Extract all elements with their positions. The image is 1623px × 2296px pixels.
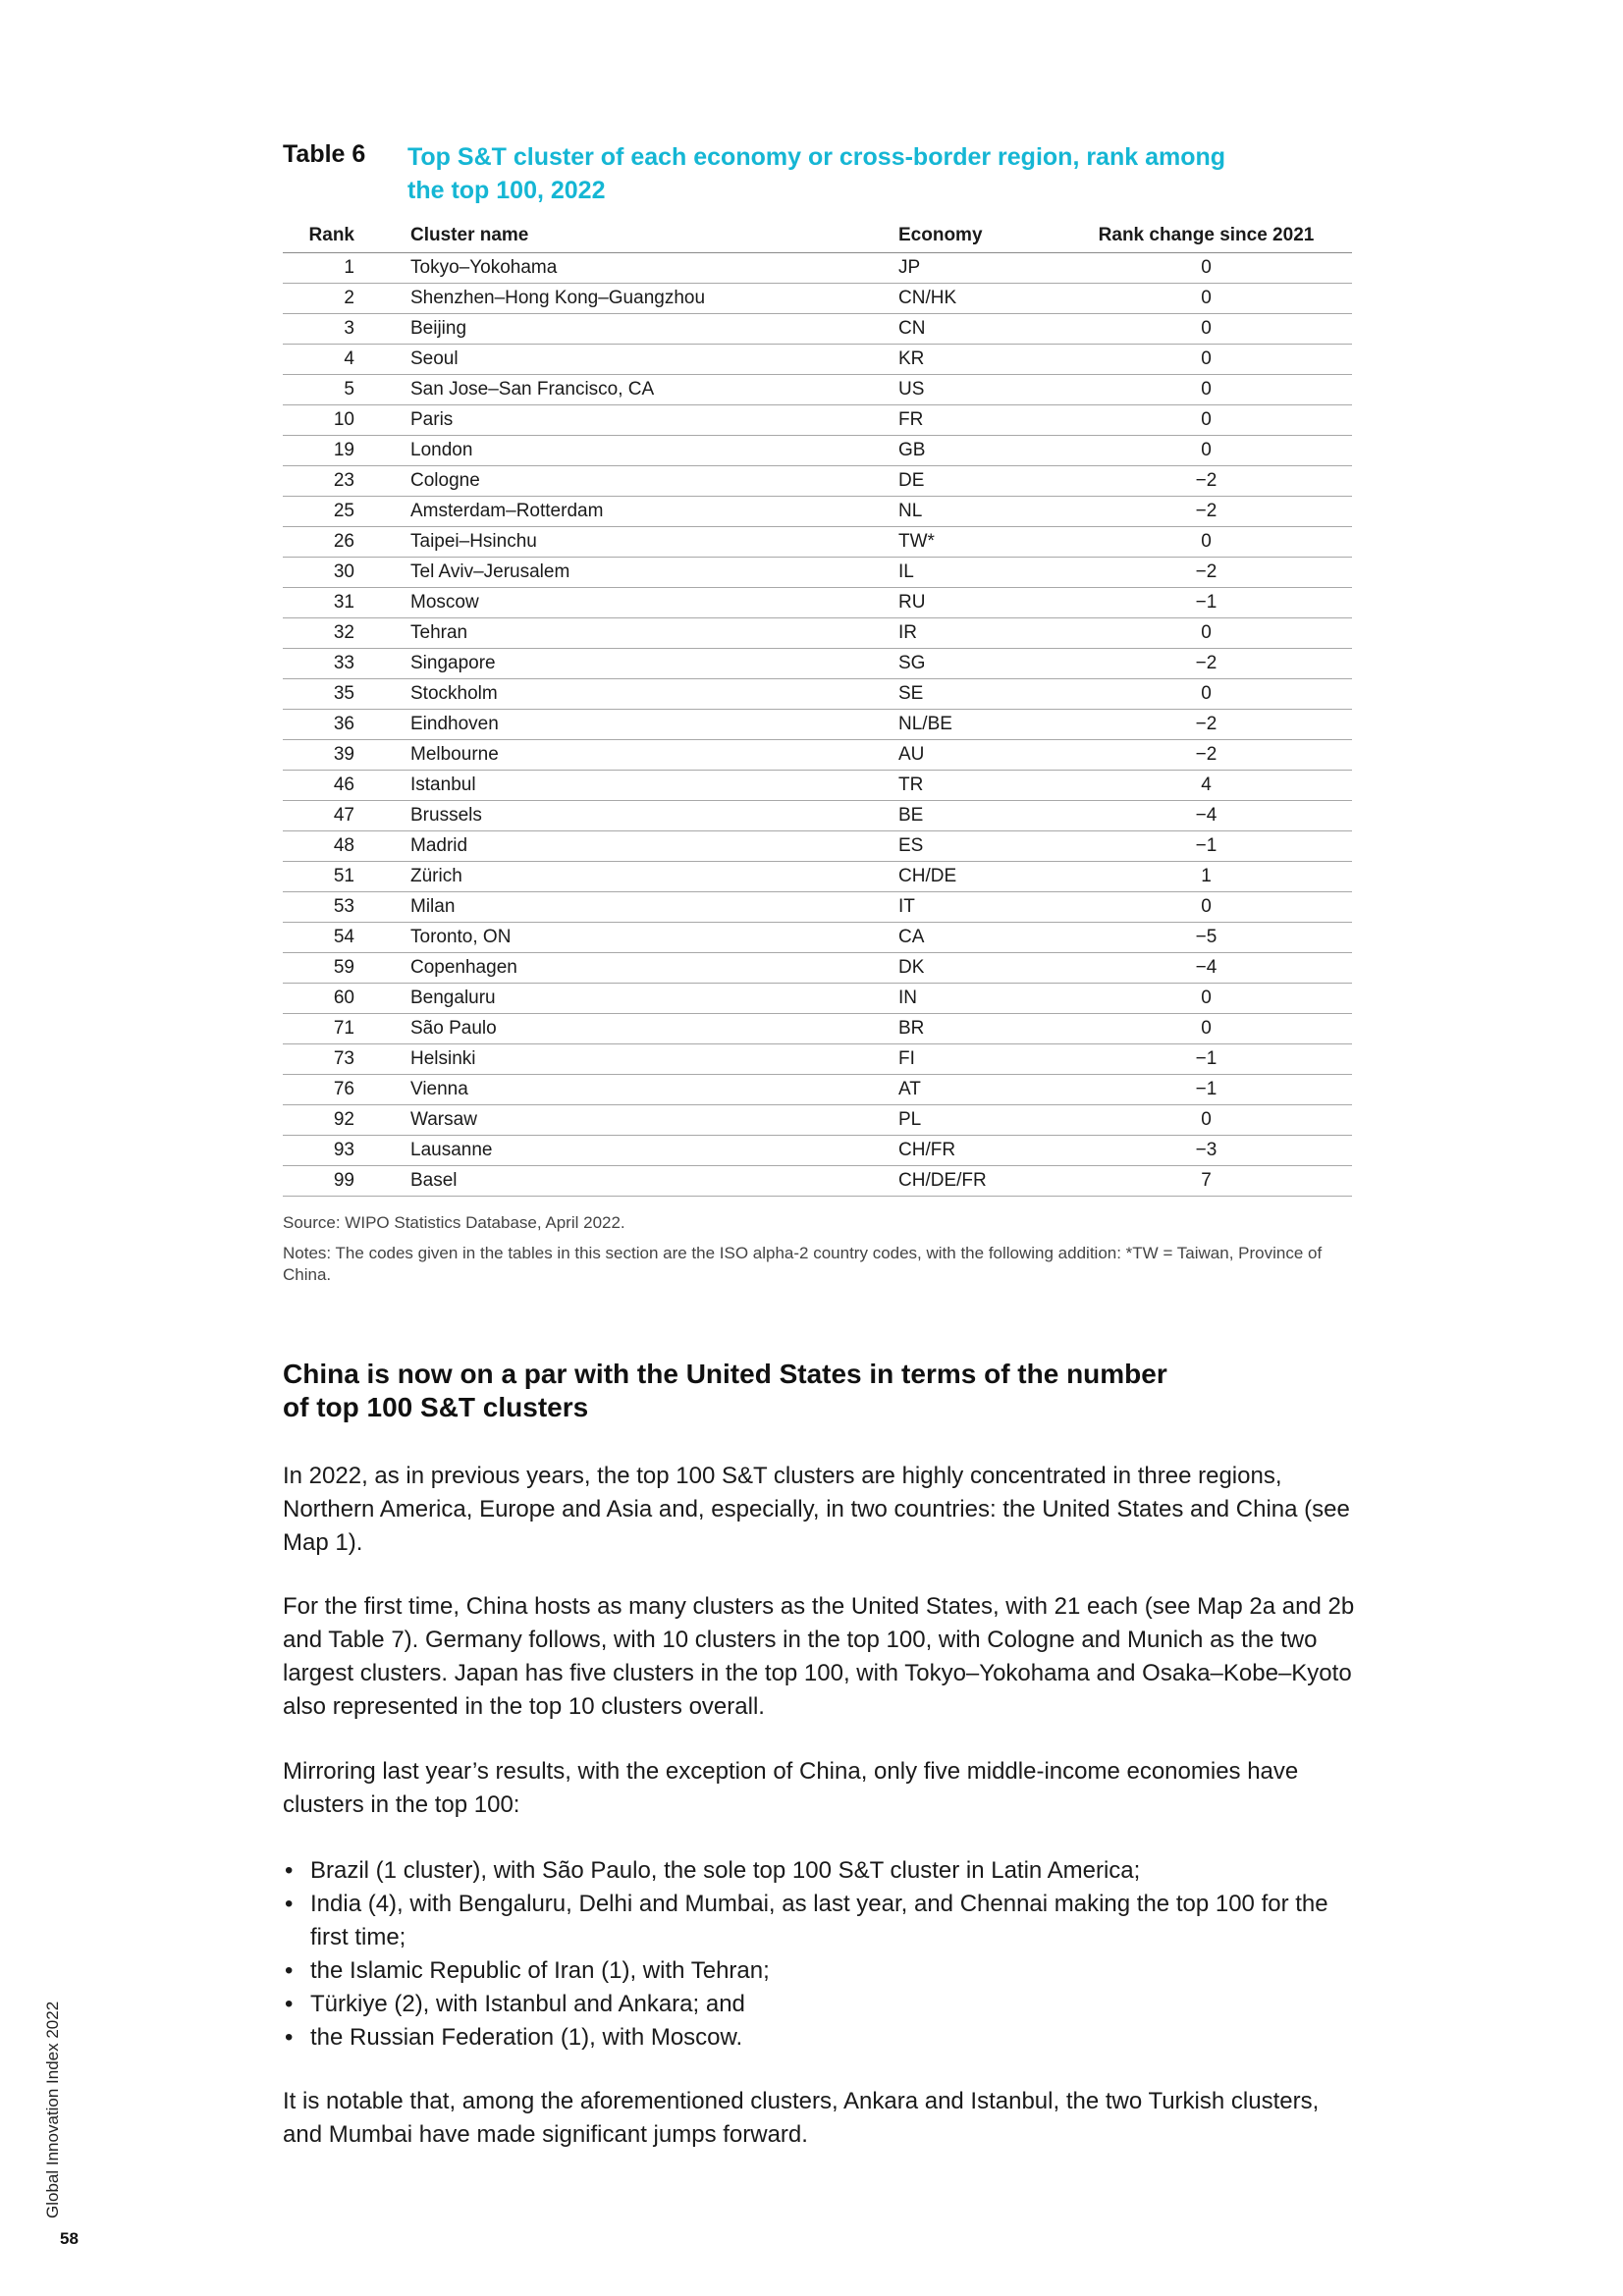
cell-rank-change: 0 [1060, 679, 1352, 710]
cell-economy: CH/DE [898, 862, 1060, 892]
bullet-text: Brazil (1 cluster), with São Paulo, the sole top 100 S&T cluster in Latin America; [310, 1857, 1141, 1884]
cell-rank-change: −1 [1060, 831, 1352, 862]
cell-economy: CN/HK [898, 284, 1060, 314]
cell-rank-change: 0 [1060, 892, 1352, 923]
bullet-item [283, 1854, 1358, 1888]
bullet-text: the Islamic Republic of Iran (1), with Tehran; [310, 1957, 770, 1984]
cell-economy: SG [898, 649, 1060, 679]
cell-rank-change: 0 [1060, 284, 1352, 314]
table-row [283, 831, 1352, 862]
cell-economy: IT [898, 892, 1060, 923]
cell-rank: 30 [283, 558, 354, 588]
cell-economy: CA [898, 923, 1060, 953]
table-row [283, 862, 1352, 892]
table-row [283, 375, 1352, 405]
cell-economy: CH/FR [898, 1136, 1060, 1166]
bullet-item [283, 1888, 1358, 1954]
bullet-text: India (4), with Bengaluru, Delhi and Mumbai, as last year, and Chennai making the top 100 for the first time; [310, 1891, 1328, 1950]
bullet-dot-icon: • [285, 2024, 294, 2051]
cell-rank: 99 [283, 1166, 354, 1197]
cell-rank: 23 [283, 466, 354, 497]
cell-rank-change: −2 [1060, 466, 1352, 497]
cell-rank: 36 [283, 710, 354, 740]
cell-economy: TW* [898, 527, 1060, 558]
table-row [283, 527, 1352, 558]
cell-rank: 71 [283, 1014, 354, 1044]
cell-cluster-name: Milan [354, 892, 898, 923]
cell-economy: DE [898, 466, 1060, 497]
page-number: 58 [60, 2229, 79, 2248]
cell-economy: AT [898, 1075, 1060, 1105]
table-row [283, 314, 1352, 345]
column-header-rank-change: Rank change since 2021 [1060, 219, 1352, 253]
cell-rank-change: 0 [1060, 984, 1352, 1014]
table-row [283, 892, 1352, 923]
cell-rank: 26 [283, 527, 354, 558]
table-row [283, 497, 1352, 527]
cell-cluster-name: Eindhoven [354, 710, 898, 740]
cell-rank: 53 [283, 892, 354, 923]
bullet-dot-icon: • [285, 1857, 294, 1884]
cell-rank-change: −4 [1060, 801, 1352, 831]
bullet-dot-icon: • [285, 1891, 294, 1917]
cell-economy: NL/BE [898, 710, 1060, 740]
section-heading-line-2: of top 100 S&T clusters [283, 1392, 589, 1422]
table-row [283, 771, 1352, 801]
cell-cluster-name: San Jose–San Francisco, CA [354, 375, 898, 405]
cell-economy: RU [898, 588, 1060, 618]
table-row [283, 253, 1352, 284]
table-row [283, 1166, 1352, 1197]
cell-economy: DK [898, 953, 1060, 984]
table-title: Top S&T cluster of each economy or cross-border region, rank among the top 100, 2022 [407, 143, 1226, 204]
table-row [283, 679, 1352, 710]
cell-rank: 32 [283, 618, 354, 649]
cell-economy: BR [898, 1014, 1060, 1044]
bullet-dot-icon: • [285, 1957, 294, 1984]
table-row [283, 649, 1352, 679]
cell-economy: KR [898, 345, 1060, 375]
cell-rank: 51 [283, 862, 354, 892]
cell-cluster-name: Moscow [354, 588, 898, 618]
cell-cluster-name: Singapore [354, 649, 898, 679]
cell-cluster-name: Copenhagen [354, 953, 898, 984]
cell-rank: 25 [283, 497, 354, 527]
cell-rank: 60 [283, 984, 354, 1014]
bullet-item [283, 1988, 1358, 2021]
table-row [283, 436, 1352, 466]
cell-rank-change: −3 [1060, 1136, 1352, 1166]
cell-economy: IN [898, 984, 1060, 1014]
cell-economy: BE [898, 801, 1060, 831]
cell-rank: 5 [283, 375, 354, 405]
bullet-dot-icon: • [285, 1991, 294, 2017]
cell-cluster-name: Tehran [354, 618, 898, 649]
cell-cluster-name: Lausanne [354, 1136, 898, 1166]
cell-economy: AU [898, 740, 1060, 771]
cell-rank: 2 [283, 284, 354, 314]
cell-rank: 92 [283, 1105, 354, 1136]
table-row [283, 1044, 1352, 1075]
table-row [283, 1014, 1352, 1044]
publication-title: Global Innovation Index 2022 [43, 2001, 62, 2218]
cell-rank-change: 0 [1060, 1014, 1352, 1044]
cell-rank: 31 [283, 588, 354, 618]
cell-rank: 35 [283, 679, 354, 710]
cell-cluster-name: Madrid [354, 831, 898, 862]
table-row [283, 923, 1352, 953]
bullet-text: Türkiye (2), with Istanbul and Ankara; and [310, 1991, 745, 2017]
table-notes: Notes: The codes given in the tables in this section are the ISO alpha-2 country codes, with the following addition: *TW = Taiwan, Province of China. [283, 1244, 1323, 1284]
column-header-rank: Rank [283, 219, 354, 253]
table-row [283, 1105, 1352, 1136]
cell-economy: TR [898, 771, 1060, 801]
cell-rank-change: −1 [1060, 1075, 1352, 1105]
cell-rank-change: 0 [1060, 345, 1352, 375]
section-heading [283, 1358, 1265, 1424]
cell-rank-change: −2 [1060, 649, 1352, 679]
cell-cluster-name: Amsterdam–Rotterdam [354, 497, 898, 527]
cell-rank-change: −1 [1060, 1044, 1352, 1075]
cell-cluster-name: Bengaluru [354, 984, 898, 1014]
bullet-list [283, 1854, 1358, 2055]
cell-economy: FR [898, 405, 1060, 436]
cell-rank-change: 0 [1060, 618, 1352, 649]
table-row [283, 618, 1352, 649]
cell-rank-change: −1 [1060, 588, 1352, 618]
cell-rank: 10 [283, 405, 354, 436]
cell-economy: GB [898, 436, 1060, 466]
cell-cluster-name: São Paulo [354, 1014, 898, 1044]
table-row [283, 466, 1352, 497]
table-row [283, 558, 1352, 588]
cell-rank: 19 [283, 436, 354, 466]
bullet-text: the Russian Federation (1), with Moscow. [310, 2024, 743, 2051]
cell-rank-change: −4 [1060, 953, 1352, 984]
cell-rank: 4 [283, 345, 354, 375]
section-heading-line-1: China is now on a par with the United States in terms of the number [283, 1359, 1167, 1389]
cell-rank: 54 [283, 923, 354, 953]
table-row [283, 953, 1352, 984]
cell-rank: 47 [283, 801, 354, 831]
cell-rank-change: 0 [1060, 253, 1352, 284]
cell-rank-change: −2 [1060, 558, 1352, 588]
cell-cluster-name: Basel [354, 1166, 898, 1197]
cell-economy: CN [898, 314, 1060, 345]
table-row [283, 1136, 1352, 1166]
cell-rank-change: 0 [1060, 314, 1352, 345]
cell-cluster-name: Taipei–Hsinchu [354, 527, 898, 558]
cell-cluster-name: Tel Aviv–Jerusalem [354, 558, 898, 588]
cell-cluster-name: Toronto, ON [354, 923, 898, 953]
cell-rank-change: 0 [1060, 375, 1352, 405]
cell-rank: 46 [283, 771, 354, 801]
cell-rank-change: −5 [1060, 923, 1352, 953]
cell-cluster-name: Vienna [354, 1075, 898, 1105]
cell-rank-change: −2 [1060, 497, 1352, 527]
paragraph-1: In 2022, as in previous years, the top 100 S&T clusters are highly concentrated in three regions, Northern America, Europe and Asia and, especially, in two countries: the United States and China (see Map 1). [283, 1463, 1350, 1556]
cell-economy: SE [898, 679, 1060, 710]
table-row [283, 405, 1352, 436]
table-row [283, 284, 1352, 314]
table-body [283, 253, 1352, 1197]
cell-cluster-name: Seoul [354, 345, 898, 375]
cell-cluster-name: Istanbul [354, 771, 898, 801]
cell-cluster-name: Melbourne [354, 740, 898, 771]
table-row [283, 710, 1352, 740]
cell-economy: JP [898, 253, 1060, 284]
table-label: Table 6 [283, 140, 366, 168]
cell-rank-change: 0 [1060, 527, 1352, 558]
table-source: Source: WIPO Statistics Database, April 2022. [283, 1213, 625, 1232]
cell-economy: US [898, 375, 1060, 405]
paragraph-3: Mirroring last year’s results, with the exception of China, only five middle-income economies have clusters in the top 100: [283, 1758, 1299, 1818]
table-header-row [283, 219, 1352, 253]
cell-economy: FI [898, 1044, 1060, 1075]
bullet-item [283, 1954, 1358, 1988]
column-header-economy: Economy [898, 219, 1060, 253]
clusters-table [283, 219, 1352, 1197]
cell-rank: 93 [283, 1136, 354, 1166]
cell-rank: 76 [283, 1075, 354, 1105]
cell-economy: ES [898, 831, 1060, 862]
table-row [283, 740, 1352, 771]
paragraph-2: For the first time, China hosts as many clusters as the United States, with 21 each (see Map 2a and 2b and Table 7). Germany follows, with 10 clusters in the top 100, with Cologne and Munich as the two largest clusters. Japan has five clusters in the top 100, with Tokyo–Yokohama and Osaka–Kobe–Kyoto also represented in the top 10 clusters overall. [283, 1593, 1355, 1720]
cell-rank-change: 7 [1060, 1166, 1352, 1197]
cell-cluster-name: Warsaw [354, 1105, 898, 1136]
cell-rank-change: −2 [1060, 740, 1352, 771]
cell-cluster-name: Cologne [354, 466, 898, 497]
cell-economy: NL [898, 497, 1060, 527]
cell-cluster-name: Tokyo–Yokohama [354, 253, 898, 284]
cell-cluster-name: Stockholm [354, 679, 898, 710]
cell-rank-change: 0 [1060, 1105, 1352, 1136]
bullet-item [283, 2021, 1358, 2055]
cell-rank: 1 [283, 253, 354, 284]
table-row [283, 345, 1352, 375]
cell-rank-change: 1 [1060, 862, 1352, 892]
cell-cluster-name: Paris [354, 405, 898, 436]
table-row [283, 588, 1352, 618]
paragraph-4: It is notable that, among the aforementioned clusters, Ankara and Istanbul, the two Turkish clusters, and Mumbai have made significant jumps forward. [283, 2088, 1320, 2148]
cell-rank: 3 [283, 314, 354, 345]
cell-cluster-name: Zürich [354, 862, 898, 892]
column-header-cluster-name: Cluster name [354, 219, 898, 253]
cell-economy: PL [898, 1105, 1060, 1136]
cell-cluster-name: Brussels [354, 801, 898, 831]
cell-rank-change: −2 [1060, 710, 1352, 740]
cell-rank: 59 [283, 953, 354, 984]
cell-cluster-name: Shenzhen–Hong Kong–Guangzhou [354, 284, 898, 314]
cell-economy: CH/DE/FR [898, 1166, 1060, 1197]
table-row [283, 1075, 1352, 1105]
cell-rank-change: 0 [1060, 436, 1352, 466]
cell-economy: IR [898, 618, 1060, 649]
cell-rank: 73 [283, 1044, 354, 1075]
cell-cluster-name: London [354, 436, 898, 466]
cell-rank: 33 [283, 649, 354, 679]
cell-rank-change: 4 [1060, 771, 1352, 801]
cell-rank-change: 0 [1060, 405, 1352, 436]
table-row [283, 801, 1352, 831]
cell-rank: 48 [283, 831, 354, 862]
cell-cluster-name: Beijing [354, 314, 898, 345]
cell-cluster-name: Helsinki [354, 1044, 898, 1075]
table-row [283, 984, 1352, 1014]
cell-rank: 39 [283, 740, 354, 771]
cell-economy: IL [898, 558, 1060, 588]
